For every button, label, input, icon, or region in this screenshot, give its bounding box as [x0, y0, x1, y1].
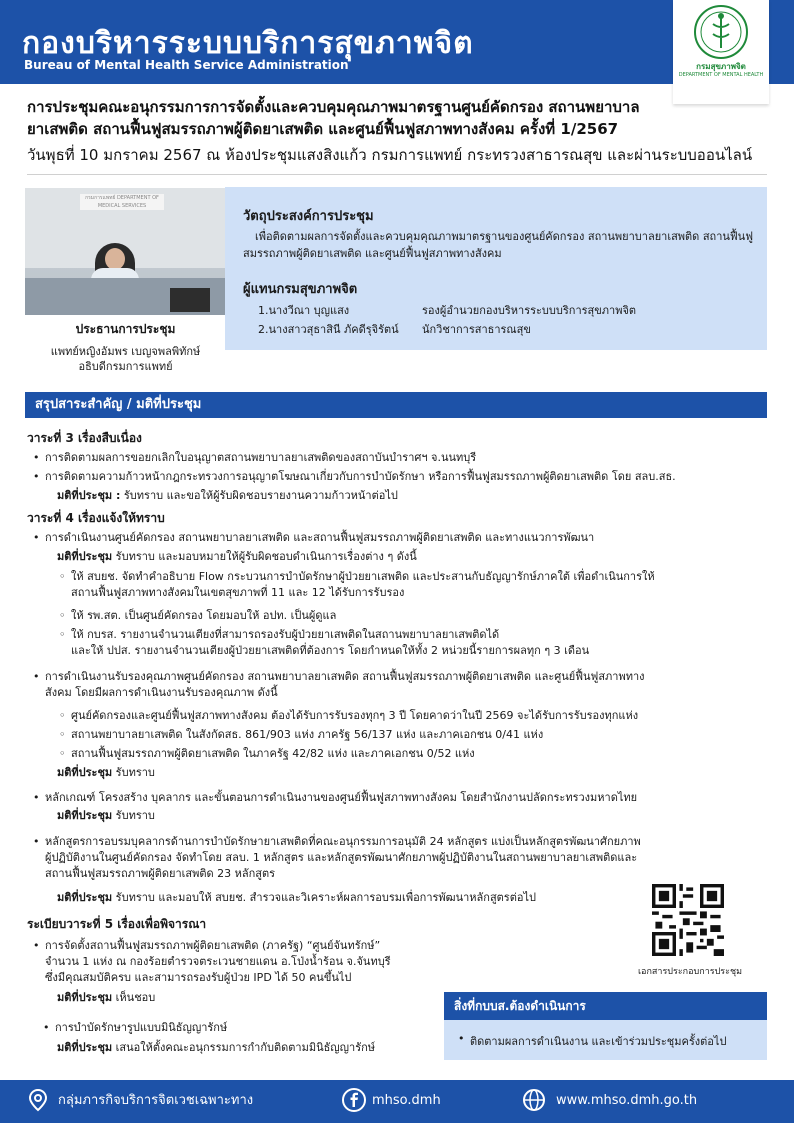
rep-name: 2.นางสาวสุธาสินี ภัคดีรุจิรัตน์ [258, 323, 399, 336]
list-item: • การบำบัดรักษารูปแบบมินิธัญญารักษ์ [41, 1020, 227, 1036]
divider [27, 174, 767, 175]
dmh-logo-sub: DEPARTMENT OF MENTAL HEALTH [678, 72, 764, 78]
photo-sign: กรมการแพทย์ DEPARTMENT OF MEDICAL SERVICES [80, 194, 164, 210]
qr-code-icon[interactable] [652, 884, 724, 956]
bureau-title-th: กองบริหารระบบบริการสุขภาพจิต [22, 26, 474, 61]
resolution: มติที่ประชุม เสนอให้ตั้งคณะอนุกรรมการกำกับติดตามมินิธัญญารักษ์ [57, 1041, 376, 1054]
action-item: • ติดตามผลการดำเนินงาน และเข้าร่วมประชุมครั้งต่อไป [458, 1032, 726, 1050]
facebook-icon [342, 1088, 366, 1112]
sub-list-item: ◦ ให้ กบรส. รายงานจำนวนเตียงที่สามารถรองรับผู้ป่วยยาเสพติดในสถานพยาบาลยาเสพติดได้ และให้ ปปส. รายงานจำนวนเตียงผู้ป่วยยาเสพติดที่ต้องการ โดยกำหนดให้ทั้ง 2 หน่วยนี้รายการผลทุก ๆ 3 เดือน [59, 627, 759, 659]
resolution: มติที่ประชุม รับทราบ และมอบหมายให้ผู้รับผิดชอบดำเนินการเรื่องต่าง ๆ ดังนี้ [57, 550, 417, 563]
footer-unit: กลุ่มภารกิจบริการจิตเวชเฉพาะทาง [58, 1093, 254, 1108]
chair-position: อธิบดีกรมการแพทย์ [78, 360, 173, 373]
objective-text: เพื่อติดตามผลการจัดตั้งและควบคุมคุณภาพมาตรฐานของศูนย์คัดกรอง สถานพยาบาลยาเสพติด สถานฟื้นฟูสมรรถภาพผู้ติดยาเสพติด และศูนย์ฟื้นฟูสภาพทางสังคม [243, 230, 753, 260]
list-item: • การดำเนินงานรับรองคุณภาพศูนย์คัดกรอง สถานพยาบาลยาเสพติด สถานฟื้นฟูสมรรถภาพผู้ติดยาเสพติด และศูนย์ฟื้นฟูสภาพทาง สังคม โดยมีผลการดำเนินงานรับรองคุณภาพ ดังนี้ [31, 669, 761, 701]
sub-list-item: ◦ ให้ รพ.สต. เป็นศูนย์คัดกรอง โดยมอบให้ อปท. เป็นผู้ดูแล [59, 608, 336, 624]
meeting-title-line1: การประชุมคณะอนุกรรมการการจัดตั้งและควบคุมคุณภาพมาตรฐานศูนย์คัดกรอง สถานพยาบาล [27, 98, 640, 116]
footer-facebook[interactable]: mhso.dmh [372, 1093, 441, 1108]
bureau-title-en: Bureau of Mental Health Service Administration [24, 58, 349, 72]
agenda-3-heading: วาระที่ 3 เรื่องสืบเนื่อง [27, 431, 142, 445]
list-item: • การติดตามผลการขอยกเลิกใบอนุญาตสถานพยาบาลยาเสพติดของสถาบันบำราศฯ จ.นนทบุรี [31, 450, 476, 466]
agenda-5-heading: ระเบียบวาระที่ 5 เรื่องเพื่อพิจารณา [27, 917, 207, 931]
sub-list-item: ◦ ให้ สบยช. จัดทำคำอธิบาย Flow กระบวนการบำบัดรักษาผู้ป่วยยาเสพติด และประสานกับธัญญารักษ์ภาคใต้ เพื่อดำเนินการให้ สถานฟื้นฟูสภาพทางสังคมในเขตสุขภาพที่ 11 และ 12 ได้รับการรับรอง [59, 569, 759, 601]
action-items-panel [444, 992, 767, 1060]
list-item: • การติดตามความก้าวหน้ากฎกระทรวงการอนุญาตโฆษณาเกี่ยวกับการบำบัดรักษา หรือการฟื้นฟูสมรรถภาพผู้ติดยาเสพติด โดย สลบ.สธ. [31, 469, 676, 485]
resolution: มติที่ประชุม รับทราบ และมอบให้ สบยช. สำรวจและวิเคราะห์ผลการอบรมเพื่อการพัฒนาหลักสูตรต่อไป [57, 891, 536, 904]
resolution: มติที่ประชุม รับทราบ [57, 766, 155, 779]
dmh-logo-name: กรมสุขภาพจิต [696, 62, 746, 71]
resolution: มติที่ประชุม : รับทราบ และขอให้ผู้รับผิดชอบรายงานความก้าวหน้าต่อไป [57, 489, 398, 502]
dmh-emblem-icon [686, 4, 756, 60]
list-item: • หลักเกณฑ์ โครงสร้าง บุคลากร และขั้นตอนการดำเนินงานของศูนย์ฟื้นฟูสภาพทางสังคม โดยสำนักงานปลัดกระทรวงมหาดไทย [31, 790, 637, 806]
resolution: มติที่ประชุม เห็นชอบ [57, 991, 156, 1004]
rep-name: 1.นางวีณา บุญแสง [258, 304, 350, 317]
rep-role: รองผู้อำนวยกองบริหารระบบบริการสุขภาพจิต [422, 304, 637, 317]
globe-icon [522, 1088, 546, 1112]
meeting-title [27, 96, 677, 140]
meeting-subtitle: วันพุธที่ 10 มกราคม 2567 ณ ห้องประชุมแสงสิงแก้ว กรมการแพทย์ กระทรวงสาธารณสุข และผ่านระบบออนไลน์ [27, 146, 753, 164]
sub-list-item: ◦ สถานพยาบาลยาเสพติด ในสังกัดสธ. 861/903 แห่ง ภาครัฐ 56/137 แห่ง และภาคเอกชน 0/41 แห่ง [59, 727, 543, 743]
rep-role: นักวิชาการสาธารณสุข [422, 323, 531, 336]
chair-name: แพทย์หญิงอัมพร เบญจพลพิทักษ์ [50, 345, 201, 358]
chair-title: ประธานการประชุม [75, 322, 176, 336]
objective-panel [225, 187, 767, 350]
chair-photo [25, 188, 226, 315]
qr-caption: เอกสารประกอบการประชุม [637, 967, 743, 977]
location-pin-icon [26, 1088, 50, 1112]
footer-bar [0, 1080, 794, 1123]
meeting-title-line2: ยาเสพติด สถานฟื้นฟูสมรรถภาพผู้ติดยาเสพติด และศูนย์ฟื้นฟูสภาพทางสังคม ครั้งที่ 1/2567 [27, 120, 619, 138]
footer-website[interactable]: www.mhso.dmh.go.th [556, 1093, 698, 1108]
list-item: • การจัดตั้งสถานฟื้นฟูสมรรถภาพผู้ติดยาเสพติด (ภาครัฐ) “ศูนย์จันทรักษ์” จำนวน 1 แห่ง ณ กองร้อยตำรวจตระเวนชายแดน อ.โป่งน้ำร้อน จ.จันทบุรี ซึ่งมีคุณสมบัติครบ และสามารถรองรับผู้ป่วย IPD ได้ 50 คนขึ้นไป [31, 938, 451, 986]
sub-list-item: ◦ ศูนย์คัดกรองและศูนย์ฟื้นฟูสภาพทางสังคม ต้องได้รับการรับรองทุกๆ 3 ปี โดยคาดว่าในปี 2569 จะได้รับการรับรองทุกแห่ง [59, 708, 638, 724]
chair-name-block [25, 344, 226, 374]
sub-list-item: ◦ สถานฟื้นฟูสมรรถภาพผู้ติดยาเสพติด ในภาครัฐ 42/82 แห่ง และภาคเอกชน 0/52 แห่ง [59, 746, 475, 762]
dmh-logo [673, 0, 769, 104]
agenda-4-heading: วาระที่ 4 เรื่องแจ้งให้ทราบ [27, 511, 165, 525]
objective-heading: วัตถุประสงค์การประชุม [243, 209, 374, 224]
list-item: • หลักสูตรการอบรมบุคลากรด้านการบำบัดรักษายาเสพติดที่คณะอนุกรรมการอนุมัติ 24 หลักสูตร แบ่งเป็นหลักสูตรพัฒนาศักยภาพ ผู้ปฏิบัติงานในศูนย์คัดกรอง จัดทำโดย สลบ. 1 หลักสูตร และหลักสูตรพัฒนาศักยภาพผู้ปฏิบัติงานในสถานพยาบาลยาเสพติดและ สถานฟื้นฟูสมรรถภาพผู้ติดยาเสพติด 23 หลักสูตร [31, 834, 761, 882]
list-item: • การดำเนินงานศูนย์คัดกรอง สถานพยาบาลยาเสพติด และสถานฟื้นฟูสมรรถภาพผู้ติดยาเสพติด และทางแนวการพัฒนา [31, 530, 594, 546]
summary-heading: สรุปสาระสำคัญ / มติที่ประชุม [25, 392, 767, 418]
reps-heading: ผู้แทนกรมสุขภาพจิต [243, 282, 358, 297]
resolution: มติที่ประชุม รับทราบ [57, 809, 155, 822]
action-items-heading: สิ่งที่กบบส.ต้องดำเนินการ [444, 992, 767, 1020]
